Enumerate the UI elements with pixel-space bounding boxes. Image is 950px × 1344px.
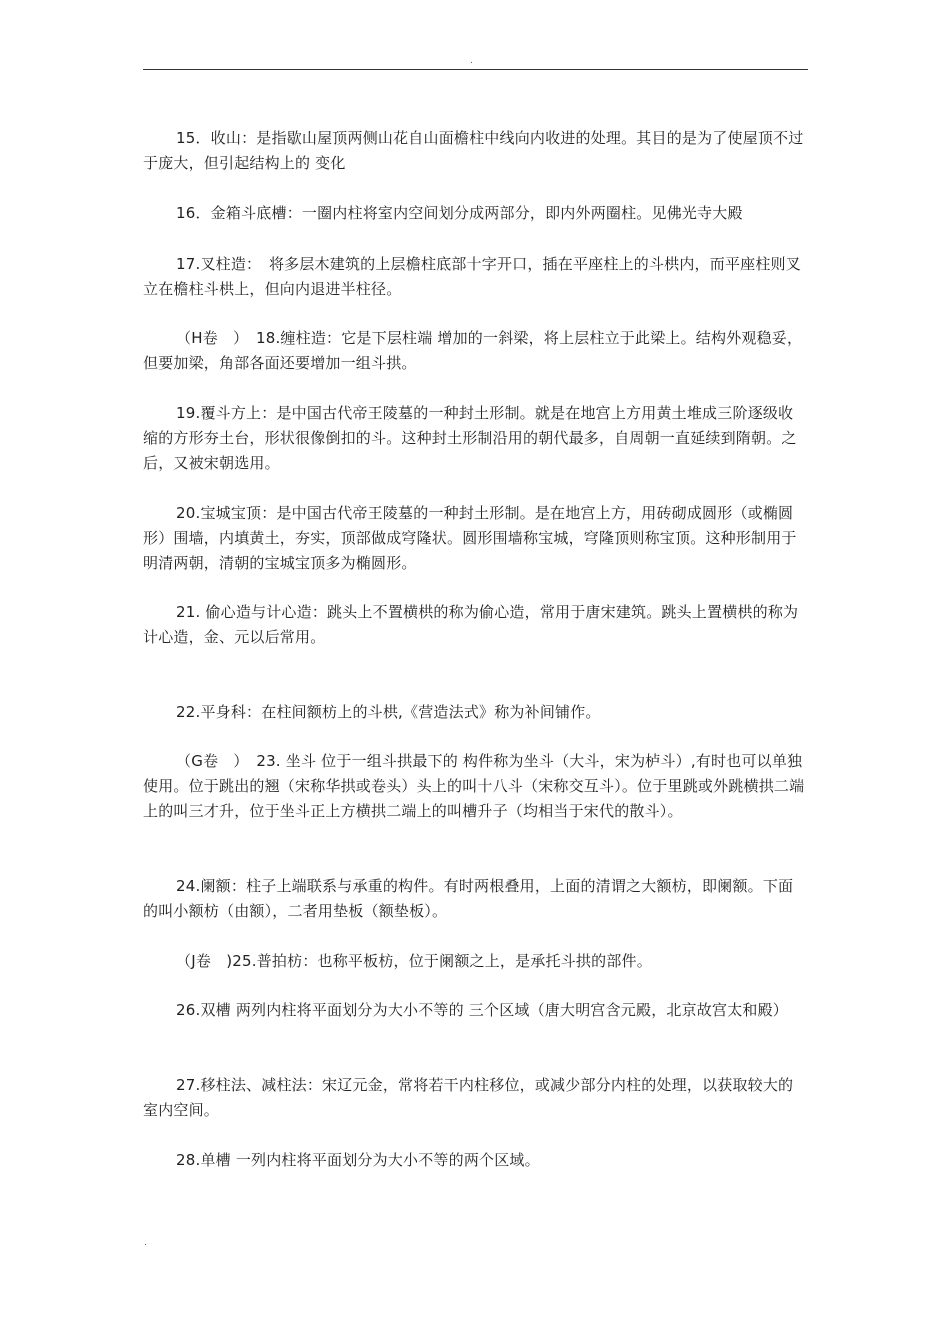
paragraph-15-shoushan: 15．收山：是指歇山屋顶两侧山花自山面檐柱中线向内收进的处理。其目的是为了使屋顶不过于庞大，但引起结构上的 变化 xyxy=(143,129,804,172)
paragraph-21-touxinzao-jixinzao: 21. 偷心造与计心造：跳头上不置横栱的称为偷心造，常用于唐宋建筑。跳头上置横栱的称为计心造，金、元以后常用。 xyxy=(143,603,799,646)
paragraph-22-pingshenke: 22.平身科：在柱间额枋上的斗栱,《营造法式》称为补间铺作。 xyxy=(176,703,601,721)
paragraph-27-yizhufa-jianzhufa: 27.移柱法、减柱法：宋辽元金，常将若干内柱移位，或减少部分内柱的处理，以获取较大的室内空间。 xyxy=(143,1076,794,1119)
paragraph-16-jinxiang-doudicao: 16．金箱斗底槽：一圈内柱将室内空间划分成两部分，即内外两圈柱。见佛光寺大殿 xyxy=(176,204,743,222)
paragraph-28-dancao: 28.单槽 一列内柱将平面划分为大小不等的两个区域。 xyxy=(176,1151,540,1169)
footer-mark: . xyxy=(144,1238,147,1248)
paragraph-19-fudou-fangshang: 19.覆斗方上：是中国古代帝王陵墓的一种封土形制。就是在地宫上方用黄土堆成三阶逐级收缩的方形夯土台，形状很像倒扣的斗。这种封土形制沿用的朝代最多，自周朝一直延续到隋朝。之后，又被宋朝选用。 xyxy=(143,404,797,472)
paragraph-20-baocheng-baoding: 20.宝城宝顶：是中国古代帝王陵墓的一种封土形制。是在地宫上方，用砖砌成圆形（或椭圆形）围墙，内填黄土，夯实，顶部做成穹隆状。圆形围墙称宝城，穹隆顶则称宝顶。这种形制用于明清两朝，清朝的宝城宝顶多为椭圆形。 xyxy=(143,504,797,572)
header-rule xyxy=(143,69,808,70)
header-mark: . xyxy=(470,56,473,66)
paragraph-18-chanzhuzao: （H卷 ） 18.缠柱造：它是下层柱端 增加的一斜梁，将上层柱立于此梁上。结构外观稳妥，但要加梁，角部各面还要增加一组斗拱。 xyxy=(143,329,803,372)
paragraph-24-lane: 24.阑额：柱子上端联系与承重的构件。有时两根叠用，上面的清谓之大额枋，即阑额。下面的叫小额枋（由额），二者用垫板（额垫板）。 xyxy=(143,877,794,920)
paragraph-26-shuangcao: 26.双槽 两列内柱将平面划分为大小不等的 三个区域（唐大明宫含元殿，北京故宫太和殿） xyxy=(176,1001,788,1019)
paragraph-25-pupaifang: （J卷 )25.普拍枋：也称平板枋，位于阑额之上，是承托斗拱的部件。 xyxy=(176,952,652,970)
paragraph-17-chazhuzao: 17.叉柱造： 将多层木建筑的上层檐柱底部十字开口，插在平座柱上的斗栱内，而平座柱则叉立在檐柱斗栱上，但向内退进半柱径。 xyxy=(143,255,801,298)
paragraph-23-zuodou: （G卷 ） 23. 坐斗 位于一组斗拱最下的 构件称为坐斗（大斗，宋为栌斗）,有时也可以单独使用。位于跳出的翘（宋称华拱或卷头）头上的叫十八斗（宋称交互斗）。位于里跳或外跳横拱二端上的叫三才升，位于坐斗正上方横拱二端上的叫槽升子（均相当于宋代的散斗）。 xyxy=(143,752,805,820)
